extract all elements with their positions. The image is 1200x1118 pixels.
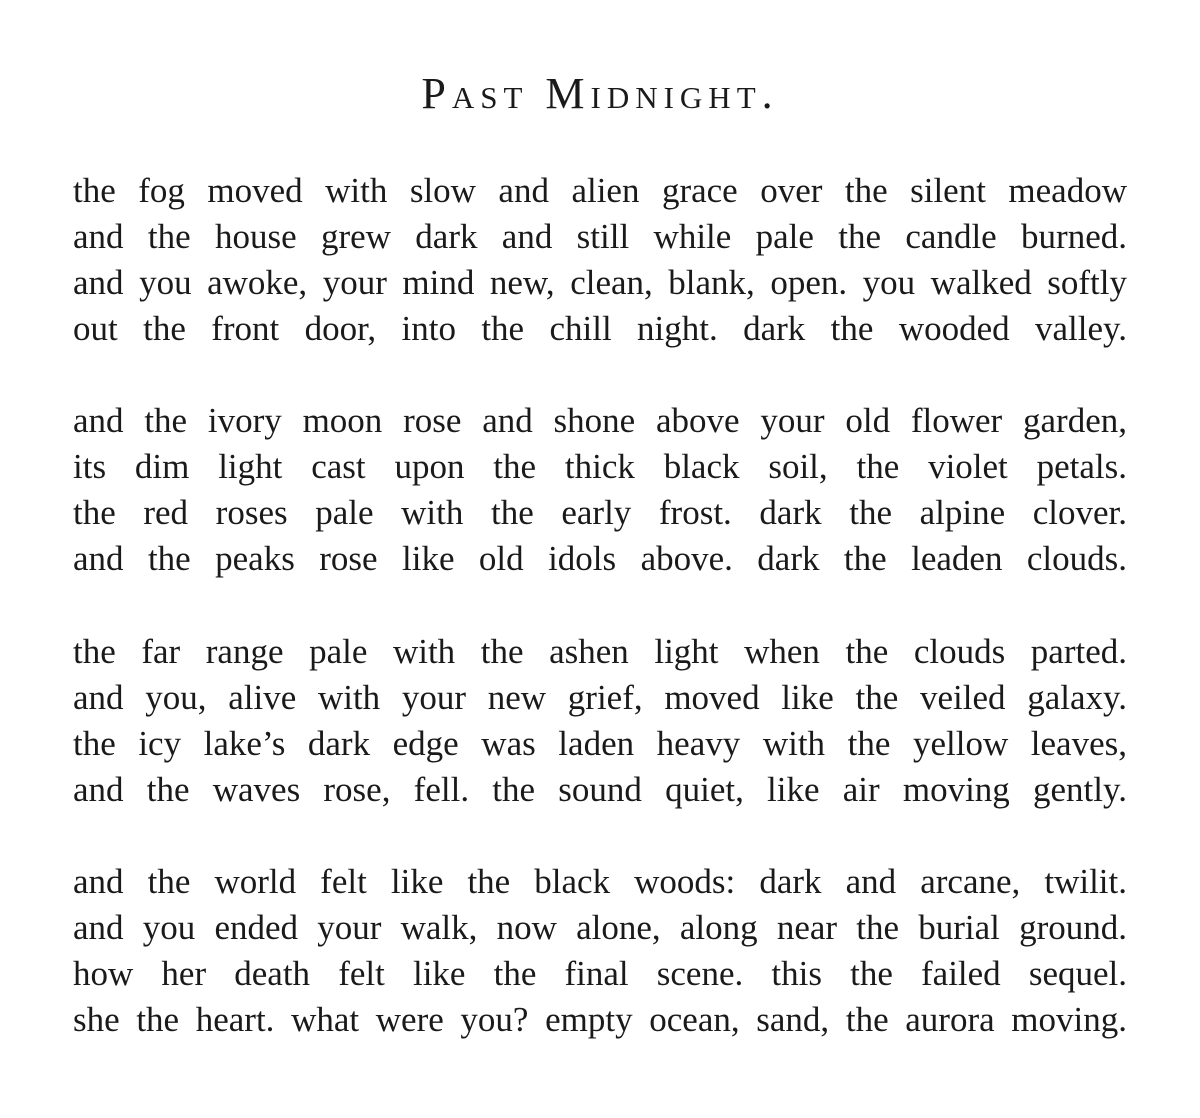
stanza-3 (73, 629, 1127, 813)
stanza-2 (73, 398, 1127, 582)
poem-line: and the waves rose, fell. the sound quiet, like air moving gently. (73, 770, 1127, 809)
stanza-4 (73, 859, 1127, 1043)
poem-line: and you ended your walk, now alone, along near the burial ground. (73, 908, 1127, 947)
poem-line: its dim light cast upon the thick black soil, the violet petals. (73, 447, 1127, 486)
poem-line: out the front door, into the chill night. dark the wooded valley. (73, 309, 1127, 348)
poem-line: the fog moved with slow and alien grace over the silent meadow (73, 171, 1127, 210)
poem-line: the icy lake’s dark edge was laden heavy with the yellow leaves, (73, 724, 1127, 763)
poem-line: and the peaks rose like old idols above. dark the leaden clouds. (73, 539, 1127, 578)
stanza-1 (73, 168, 1127, 352)
poem-line: and the ivory moon rose and shone above your old flower garden, (73, 401, 1127, 440)
poem-line: the red roses pale with the early frost. dark the alpine clover. (73, 493, 1127, 532)
poem-line: and the world felt like the black woods: dark and arcane, twilit. (73, 862, 1127, 901)
poem-line: she the heart. what were you? empty ocean, sand, the aurora moving. (73, 1000, 1127, 1039)
poem-title: Past Midnight. (421, 69, 779, 118)
poem-line: and you awoke, your mind new, clean, blank, open. you walked softly (73, 263, 1127, 302)
poem-line: how her death felt like the final scene. this the failed sequel. (73, 954, 1127, 993)
poem-line: and you, alive with your new grief, moved like the veiled galaxy. (73, 678, 1127, 717)
poem-line: the far range pale with the ashen light when the clouds parted. (73, 632, 1127, 671)
poem-line: and the house grew dark and still while pale the candle burned. (73, 217, 1127, 256)
